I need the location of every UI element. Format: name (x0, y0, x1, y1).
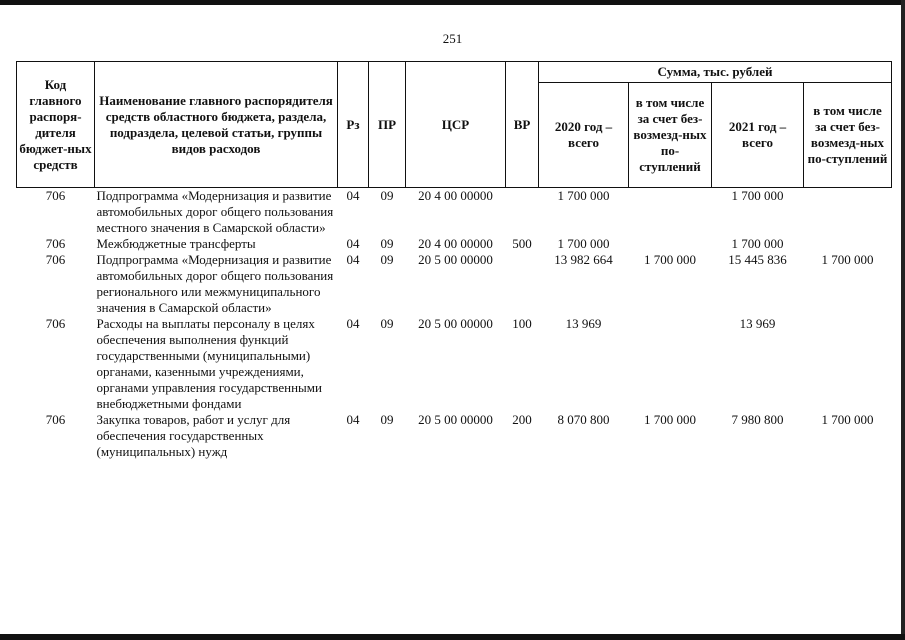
cell-2020-total: 1 700 000 (557, 188, 610, 203)
table-row (17, 188, 892, 237)
cell-code: 706 (45, 412, 66, 427)
cell-name: Подпрограмма «Модернизация и развитие автомобильных дорог общего пользования местного значения в Самарской области» (96, 188, 334, 235)
cell-code: 706 (45, 316, 66, 331)
table-row (17, 252, 892, 316)
cell-vr (506, 252, 539, 316)
cell-2021-total: 13 969 (739, 316, 776, 331)
cell-2020-total: 8 070 800 (557, 412, 610, 427)
header-csr: ЦСР (406, 62, 506, 188)
cell-rz: 04 (346, 236, 360, 251)
bottom-border (0, 634, 905, 640)
cell-csr: 20 5 00 00000 (418, 316, 493, 331)
cell-2020-free (629, 236, 712, 252)
cell-2021-free (804, 316, 892, 412)
cell-2021-free: 1 700 000 (821, 412, 874, 427)
table-row (17, 412, 892, 460)
cell-pr: 09 (380, 188, 394, 203)
top-border (0, 0, 905, 5)
cell-vr: 500 (512, 236, 532, 251)
header-2021-total: 2021 год – всего (712, 83, 804, 188)
cell-rz: 04 (346, 316, 360, 331)
cell-2020-total: 1 700 000 (557, 236, 610, 251)
cell-2020-free: 1 700 000 (644, 412, 696, 427)
cell-name: Подпрограмма «Модернизация и развитие автомобильных дорог общего пользования регионального или межмуниципального значения в Самарской области» (96, 252, 334, 315)
cell-name: Межбюджетные трансферты (96, 236, 256, 251)
header-sum: Сумма, тыс. рублей (539, 62, 892, 83)
cell-vr (506, 188, 539, 237)
table-row (17, 236, 892, 252)
cell-rz: 04 (346, 252, 360, 267)
cell-2021-total: 15 445 836 (728, 252, 787, 267)
cell-2021-free (804, 188, 892, 237)
table-row (17, 316, 892, 412)
header-2020-free: в том числе за счет без-возмезд-ных по-ступлений (629, 83, 712, 188)
cell-2020-free (629, 316, 712, 412)
cell-vr: 100 (512, 316, 532, 331)
header-rz: Рз (338, 62, 369, 188)
cell-pr: 09 (380, 412, 394, 427)
cell-csr: 20 5 00 00000 (418, 412, 493, 427)
cell-csr: 20 4 00 00000 (418, 188, 493, 203)
cell-pr: 09 (380, 236, 394, 251)
cell-name: Закупка товаров, работ и услуг для обеспечения государственных (муниципальных) нужд (96, 412, 291, 459)
cell-2020-total: 13 982 664 (554, 252, 613, 267)
cell-pr: 09 (380, 252, 394, 267)
cell-csr: 20 4 00 00000 (418, 236, 493, 251)
cell-code: 706 (45, 236, 66, 251)
header-2021-free: в том числе за счет без-возмезд-ных по-ступлений (804, 83, 892, 188)
page-number: 251 (442, 31, 463, 46)
cell-code: 706 (45, 252, 66, 267)
cell-code: 706 (45, 188, 66, 203)
table-body (17, 188, 892, 461)
header-vr: ВР (506, 62, 539, 188)
cell-2021-free: 1 700 000 (821, 252, 874, 267)
budget-table (16, 61, 892, 460)
right-border (901, 0, 905, 640)
cell-vr: 200 (512, 412, 532, 427)
header-2020-total: 2020 год – всего (539, 83, 629, 188)
cell-2021-free (804, 236, 892, 252)
cell-2021-total: 1 700 000 (731, 188, 784, 203)
cell-2020-total: 13 969 (565, 316, 602, 331)
cell-2020-free: 1 700 000 (644, 252, 696, 267)
cell-pr: 09 (380, 316, 394, 331)
cell-csr: 20 5 00 00000 (418, 252, 493, 267)
cell-2020-free (629, 188, 712, 237)
cell-rz: 04 (346, 412, 360, 427)
cell-name: Расходы на выплаты персоналу в целях обеспечения выполнения функций государственными (муниципальными) органами, казенными учреждениями, органами управления государственными внебюджетными фондами (96, 316, 322, 411)
header-code: Код главного распоря-дителя бюджет-ных средств (17, 62, 95, 188)
header-pr: ПР (369, 62, 406, 188)
cell-rz: 04 (346, 188, 360, 203)
cell-2021-total: 1 700 000 (731, 236, 784, 251)
cell-2021-total: 7 980 800 (731, 412, 784, 427)
header-name: Наименование главного распорядителя средств областного бюджета, раздела, подраздела, целевой статьи, группы видов расходов (95, 62, 338, 188)
